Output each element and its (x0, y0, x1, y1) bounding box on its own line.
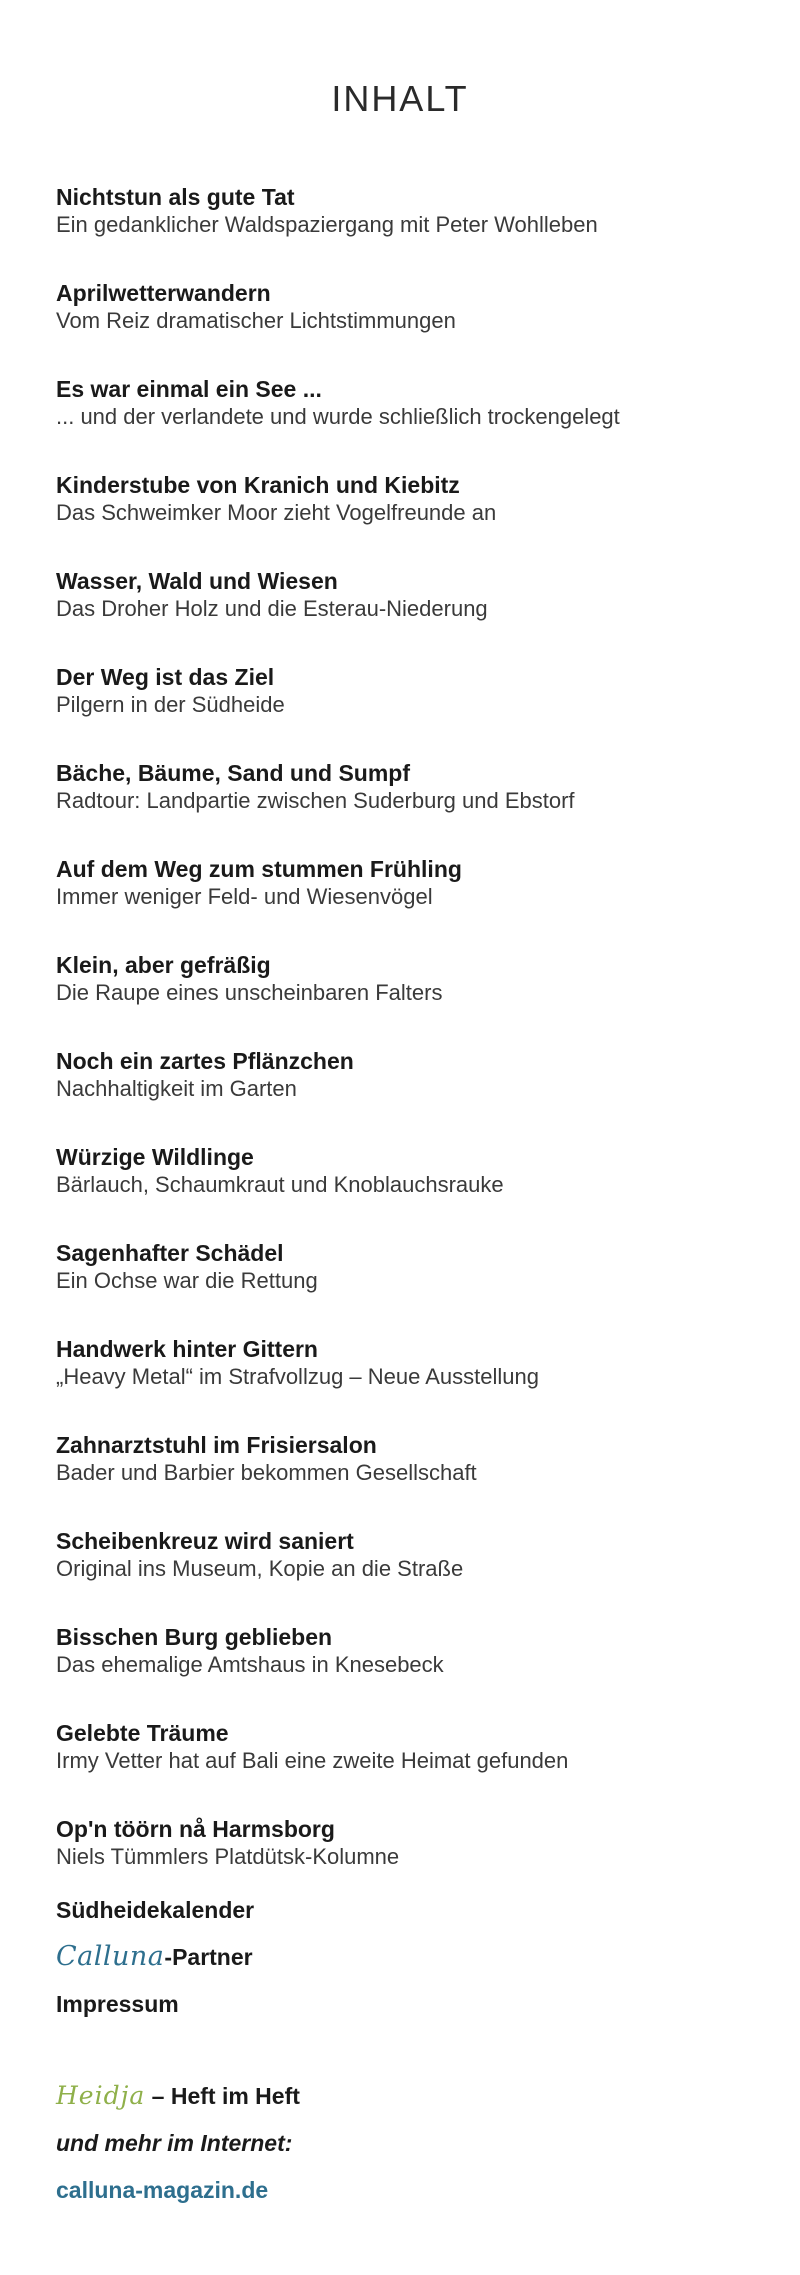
toc-entry[interactable] (56, 1335, 796, 1431)
toc-entry-subtitle: Immer weniger Feld- und Wiesenvögel (56, 884, 433, 909)
toc-entry-subtitle: Niels Tümmlers Platdütsk-Kolumne (56, 1844, 400, 1869)
toc-entry-subtitle: ... und der verlandete und wurde schließlich trockengelegt (56, 404, 620, 429)
toc-entry[interactable] (56, 855, 796, 951)
toc-entry[interactable] (56, 1623, 796, 1719)
toc-entry-subtitle: Irmy Vetter hat auf Bali eine zweite Heimat gefunden (56, 1748, 569, 1773)
toc-entry[interactable] (56, 1047, 796, 1143)
toc-entry[interactable] (56, 279, 796, 375)
toc-entry[interactable] (56, 471, 796, 567)
table-of-contents (56, 183, 796, 1911)
impressum-link[interactable]: Impressum (56, 1991, 179, 2017)
heidja-brand-logo: Heidja (56, 2081, 146, 2110)
heidja-line[interactable] (56, 2082, 756, 2129)
toc-entry-title: Gelebte Träume (56, 1720, 229, 1746)
toc-entry-title: Es war einmal ein See ... (56, 376, 322, 402)
extras-list (56, 1896, 756, 2037)
partner-suffix: -Partner (164, 1944, 253, 1970)
toc-entry[interactable] (56, 1143, 796, 1239)
calluna-brand-logo: Calluna (56, 1941, 165, 1972)
toc-entry-title: Wasser, Wald und Wiesen (56, 568, 338, 594)
toc-entry[interactable] (56, 375, 796, 471)
toc-entry-title: Handwerk hinter Gittern (56, 1336, 318, 1362)
toc-entry[interactable] (56, 567, 796, 663)
toc-entry-subtitle: Vom Reiz dramatischer Lichtstimmungen (56, 308, 456, 333)
toc-entry-title: Bäche, Bäume, Sand und Sumpf (56, 760, 410, 786)
toc-entry-title: Noch ein zartes Pflänzchen (56, 1048, 354, 1074)
toc-entry-title: Auf dem Weg zum stummen Frühling (56, 856, 462, 882)
toc-entry-title: Sagenhafter Schädel (56, 1240, 284, 1266)
toc-entry-title: Scheibenkreuz wird saniert (56, 1528, 354, 1554)
toc-entry-subtitle: Die Raupe eines unscheinbaren Falters (56, 980, 443, 1005)
toc-entry-title: Klein, aber gefräßig (56, 952, 271, 978)
calendar-link[interactable]: Südheidekalender (56, 1897, 255, 1923)
toc-entry-subtitle: Bader und Barbier bekommen Gesellschaft (56, 1460, 477, 1485)
page-title: INHALT (331, 78, 469, 119)
toc-entry[interactable] (56, 1719, 796, 1815)
website-link[interactable]: calluna-magazin.de (56, 2177, 269, 2203)
toc-entry-subtitle: Pilgern in der Südheide (56, 692, 285, 717)
toc-entry-subtitle: Das Droher Holz und die Esterau-Niederung (56, 596, 488, 621)
toc-entry-subtitle: Das ehemalige Amtshaus in Knesebeck (56, 1652, 444, 1677)
toc-entry[interactable] (56, 183, 796, 279)
toc-entry-subtitle: Original ins Museum, Kopie an die Straße (56, 1556, 464, 1581)
toc-entry[interactable] (56, 1527, 796, 1623)
toc-entry-title: Bisschen Burg geblieben (56, 1624, 333, 1650)
toc-entry-title: Zahnarztstuhl im Frisiersalon (56, 1432, 377, 1458)
footer (56, 2082, 756, 2223)
partner-link[interactable] (56, 1943, 756, 1990)
toc-entry[interactable] (56, 663, 796, 759)
toc-entry-title: Kinderstube von Kranich und Kiebitz (56, 472, 460, 498)
toc-entry-subtitle: Radtour: Landpartie zwischen Suderburg und Ebstorf (56, 788, 575, 813)
toc-entry-subtitle: Ein Ochse war die Rettung (56, 1268, 318, 1293)
toc-entry-title: Op'n töörn nå Harmsborg (56, 1816, 335, 1842)
toc-entry-title: Nichtstun als gute Tat (56, 184, 295, 210)
toc-entry-title: Würzige Wildlinge (56, 1144, 254, 1170)
toc-entry[interactable] (56, 1239, 796, 1335)
toc-entry[interactable] (56, 1431, 796, 1527)
toc-entry-title: Der Weg ist das Ziel (56, 664, 275, 690)
toc-entry-subtitle: Bärlauch, Schaumkraut und Knoblauchsrauke (56, 1172, 504, 1197)
toc-entry[interactable] (56, 951, 796, 1047)
toc-entry-title: Aprilwetterwandern (56, 280, 271, 306)
heidja-suffix: – Heft im Heft (145, 2083, 300, 2109)
toc-entry-subtitle: Ein gedanklicher Waldspaziergang mit Peter Wohlleben (56, 212, 598, 237)
toc-entry[interactable] (56, 759, 796, 855)
toc-entry-subtitle: „Heavy Metal“ im Strafvollzug – Neue Ausstellung (56, 1364, 539, 1389)
toc-entry-subtitle: Nachhaltigkeit im Garten (56, 1076, 297, 1101)
toc-entry-subtitle: Das Schweimker Moor zieht Vogelfreunde an (56, 500, 497, 525)
more-online-text: und mehr im Internet: (56, 2130, 293, 2156)
